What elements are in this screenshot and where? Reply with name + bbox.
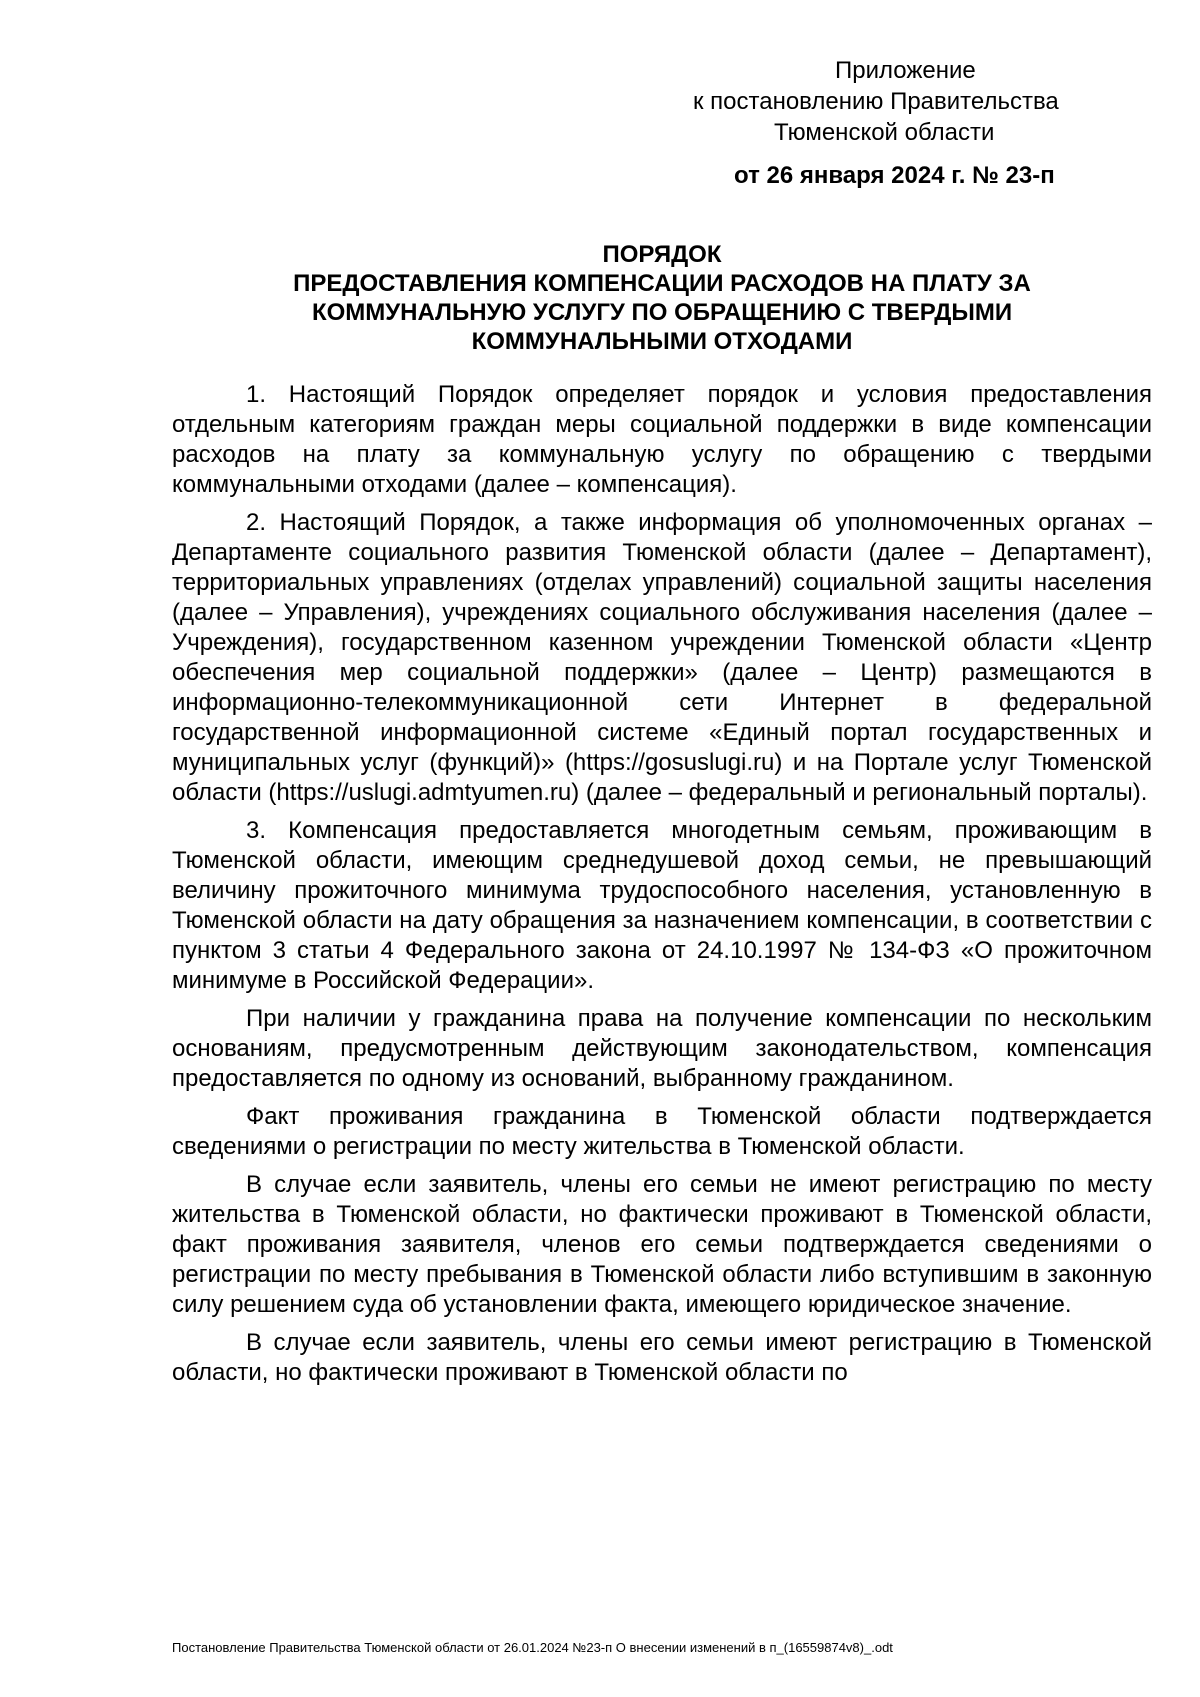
paragraph-4: При наличии у гражданина права на получение компенсации по нескольким основаниям, предусмотренным действующим законодательством, компенсация предоставляется по одному из оснований, выбранному гражданином. [172, 1005, 1152, 1092]
title-line-2: ПРЕДОСТАВЛЕНИЯ КОМПЕНСАЦИИ РАСХОДОВ НА ПЛАТУ ЗА [293, 270, 1031, 297]
page-footer: Постановление Правительства Тюменской области от 26.01.2024 №23-п О внесении изменений в п_(16559874v8)_.odt [172, 1640, 893, 1655]
appendix-resolution-line: к постановлению Правительства [693, 88, 1059, 115]
appendix-header [680, 55, 1140, 191]
appendix-date-number: от 26 января 2024 г. № 23-п [734, 162, 1055, 189]
paragraph-3: 3. Компенсация предоставляется многодетным семьям, проживающим в Тюменской области, имеющим среднедушевой доход семьи, не превышающий величину прожиточного минимума трудоспособного населения, установленную в Тюменской области на дату обращения за назначением компенсации, в соответствии с пунктом 3 статьи 4 Федерального закона от 24.10.1997 № 134-ФЗ «О прожиточном минимуме в Российской Федерации». [172, 817, 1152, 994]
paragraph-6: В случае если заявитель, члены его семьи не имеют регистрацию по месту жительства в Тюменской области, но фактически проживают в Тюменской области, факт проживания заявителя, членов его семьи подтверждается сведениями о регистрации по месту пребывания в Тюменской области либо вступившим в законную силу решением суда об установлении факта, имеющего юридическое значение. [172, 1171, 1152, 1318]
title-line-3: КОММУНАЛЬНУЮ УСЛУГУ ПО ОБРАЩЕНИЮ С ТВЕРДЫМИ [311, 299, 1013, 326]
paragraph-7: В случае если заявитель, члены его семьи имеют регистрацию в Тюменской области, но фактически проживают в Тюменской области по [172, 1329, 1152, 1386]
document-body [172, 380, 1152, 1396]
paragraph-5: Факт проживания гражданина в Тюменской области подтверждается сведениями о регистрации по месту жительства в Тюменской области. [172, 1103, 1152, 1160]
title-line-4: КОММУНАЛЬНЫМИ ОТХОДАМИ [471, 328, 853, 355]
paragraph-2: 2. Настоящий Порядок, а также информация об уполномоченных органах – Департаменте социального развития Тюменской области (далее – Департамент), территориальных управлениях (отделах управлений) социальной защиты населения (далее – Управления), учреждениях социального обслуживания населения (далее – Учреждения), государственном казенном учреждении Тюменской области «Центр обеспечения мер социальной поддержки» (далее – Центр) размещаются в информационно-телекоммуникационной сети Интернет в федеральной государственной информационной системе «Единый портал государственных и муниципальных услуг (функций)» (https://gosuslugi.ru) и на Портале услуг Тюменской области (https://uslugi.admtyumen.ru) (далее – федеральный и региональный порталы). [172, 509, 1152, 806]
document-title [172, 240, 1152, 356]
title-line-1: ПОРЯДОК [602, 241, 722, 268]
appendix-region-line: Тюменской области [774, 119, 995, 146]
paragraph-1: 1. Настоящий Порядок определяет порядок и условия предоставления отдельным категориям граждан меры социальной поддержки в виде компенсации расходов на плату за коммунальную услугу по обращению с твердыми коммунальными отходами (далее – компенсация). [172, 381, 1152, 498]
appendix-label: Приложение [835, 57, 976, 84]
